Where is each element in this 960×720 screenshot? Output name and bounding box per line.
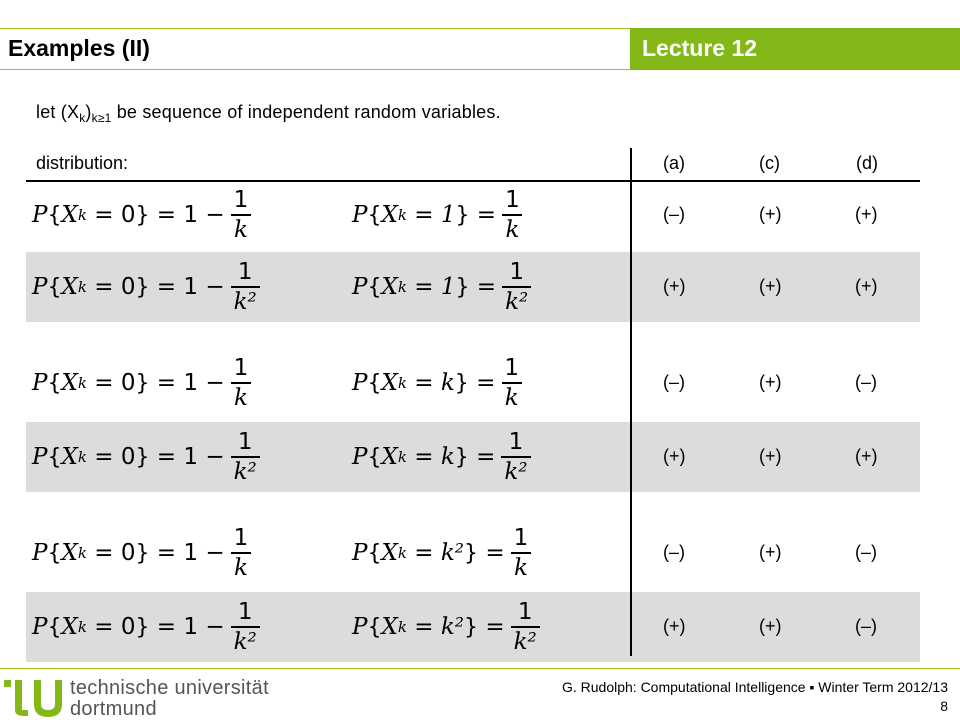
fraction-denominator: k — [231, 214, 251, 242]
page-number: 8 — [940, 698, 948, 714]
tu-logo-icon — [4, 674, 64, 718]
footer-rule — [0, 668, 960, 669]
fraction-numerator: 1 — [233, 355, 249, 382]
intro-paren: ) — [85, 102, 92, 122]
lhs-value: 0 — [120, 274, 136, 300]
result-a: (+) — [663, 276, 686, 296]
table-row — [26, 592, 920, 662]
fraction-denominator: k — [502, 214, 522, 242]
fraction — [511, 600, 540, 653]
intro-prefix: let (X — [36, 102, 80, 122]
table-row — [26, 518, 920, 588]
fraction-denominator: k — [231, 552, 251, 580]
formula-right: P { X k = 1 } = $\frac{1}{k}$ — [352, 186, 523, 244]
formula-left: P { X k = 0 } = 1 − $\frac{1}{k}$ — [32, 524, 251, 582]
result-c: (+) — [759, 204, 782, 224]
fraction-denominator: k² — [231, 626, 260, 654]
prob-symbol: P — [32, 540, 48, 566]
formula-right: P { X k = k² } = $\frac{1}{k}$ — [352, 524, 531, 582]
result-a: (–) — [663, 542, 685, 562]
fraction-denominator: k² — [231, 286, 260, 314]
prob-symbol: P — [32, 274, 48, 300]
formula-left: P { X k = 0 } = 1 − $\frac{1}{\text{k²}}$ — [32, 428, 260, 486]
prob-symbol: P — [32, 614, 48, 640]
table-row — [26, 348, 920, 418]
column-header-a: (a) — [663, 153, 685, 173]
prob-symbol: P — [352, 202, 368, 228]
formula-left: P { X k = 0 } = 1 − $\frac{1}{\text{k²}}$ — [32, 258, 260, 316]
formula-right: P { X k = k } = $\frac{1}{k}$ — [352, 354, 522, 412]
fraction — [231, 188, 252, 241]
fraction — [501, 430, 530, 483]
lhs-value: 0 — [120, 370, 136, 396]
fraction-numerator: 1 — [237, 259, 253, 286]
fraction — [231, 356, 252, 409]
rhs-value: 1 — [440, 274, 456, 300]
result-a: (–) — [663, 204, 685, 224]
author-line: G. Rudolph: Computational Intelligence ▪ Winter Term 2012/13 — [561, 679, 948, 695]
formula-right: P { X k = k } = $\frac{1}{\text{k²}}$ — [352, 428, 531, 486]
fraction-numerator: 1 — [508, 429, 524, 456]
fraction — [231, 600, 260, 653]
slide-title: Examples (II) — [8, 35, 150, 61]
rhs-value: k² — [440, 540, 465, 566]
fraction-numerator: 1 — [237, 429, 253, 456]
result-d: (–) — [855, 542, 877, 562]
intro-sub-cond: k≥1 — [91, 111, 112, 125]
result-d: (+) — [855, 276, 878, 296]
result-c: (+) — [759, 542, 782, 562]
column-header-d: (d) — [856, 153, 878, 173]
fraction — [231, 526, 252, 579]
lecture-label: Lecture 12 — [642, 35, 758, 61]
lhs-value: 0 — [120, 614, 136, 640]
result-a: (–) — [663, 372, 685, 392]
fraction — [231, 260, 260, 313]
lhs-value: 0 — [120, 540, 136, 566]
formula-left: P { X k = 0 } = 1 − $\frac{1}{\text{k²}}$ — [32, 598, 260, 656]
fraction — [501, 356, 522, 409]
result-c: (+) — [759, 372, 782, 392]
prob-symbol: P — [352, 444, 368, 470]
result-d: (–) — [855, 616, 877, 636]
fraction — [511, 526, 532, 579]
fraction-denominator: k² — [511, 626, 540, 654]
result-d: (+) — [855, 446, 878, 466]
fraction-denominator: k — [502, 382, 522, 410]
logo-text: tu — [4, 674, 5, 675]
column-header-c: (c) — [759, 153, 780, 173]
rhs-value: k — [440, 370, 455, 396]
result-a: (+) — [663, 446, 686, 466]
lhs-value: 0 — [120, 444, 136, 470]
intro-suffix: be sequence of independent random variables. — [111, 102, 501, 122]
fraction-denominator: k — [231, 382, 251, 410]
fraction-numerator: 1 — [517, 599, 533, 626]
formula-right: P { X k = 1 } = $\frac{1}{\text{k²}}$ — [352, 258, 531, 316]
formula-left: P { X k = 0 } = 1 − $\frac{1}{k}$ — [32, 354, 251, 412]
prob-symbol: P — [32, 444, 48, 470]
result-c: (+) — [759, 446, 782, 466]
intro-text — [36, 100, 501, 130]
table-row — [26, 180, 920, 250]
university-name — [70, 678, 269, 720]
result-c: (+) — [759, 616, 782, 636]
formula-left: P { X k = 0 } = 1 − $\frac{1}{k}$ — [32, 186, 251, 244]
formula-right: P { X k = k² } = $\frac{1}{\text{k²}}$ — [352, 598, 540, 656]
distribution-label: distribution: — [36, 153, 129, 173]
result-d: (+) — [855, 204, 878, 224]
fraction — [502, 260, 531, 313]
fraction-numerator: 1 — [509, 259, 524, 286]
fraction-numerator: 1 — [237, 599, 253, 626]
intro-sub-k: k — [79, 111, 86, 125]
fraction-denominator: k² — [502, 286, 531, 314]
column-divider — [630, 148, 632, 656]
fraction — [502, 188, 523, 241]
fraction-denominator: k — [511, 552, 531, 580]
fraction-numerator: 1 — [513, 525, 529, 552]
rhs-value: 1 — [440, 202, 456, 228]
fraction-denominator: k² — [501, 456, 530, 484]
prob-symbol: P — [352, 274, 368, 300]
fraction-numerator: 1 — [505, 187, 520, 214]
fraction-denominator: k² — [231, 456, 260, 484]
result-a: (+) — [663, 616, 686, 636]
fraction-numerator: 1 — [233, 187, 249, 214]
prob-symbol: P — [352, 370, 368, 396]
fraction-numerator: 1 — [233, 525, 249, 552]
table-row — [26, 252, 920, 322]
rhs-value: k² — [440, 614, 465, 640]
prob-symbol: P — [352, 540, 368, 566]
prob-symbol: P — [352, 614, 368, 640]
prob-symbol: P — [32, 370, 48, 396]
university-line-1: technische universität — [70, 677, 269, 699]
rhs-value: k — [440, 444, 455, 470]
fraction — [231, 430, 260, 483]
fraction-numerator: 1 — [504, 355, 520, 382]
result-d: (–) — [855, 372, 877, 392]
university-line-2: dortmund — [70, 698, 157, 720]
table-row — [26, 422, 920, 492]
result-c: (+) — [759, 276, 782, 296]
prob-symbol: P — [32, 202, 48, 228]
lhs-value: 0 — [120, 202, 136, 228]
